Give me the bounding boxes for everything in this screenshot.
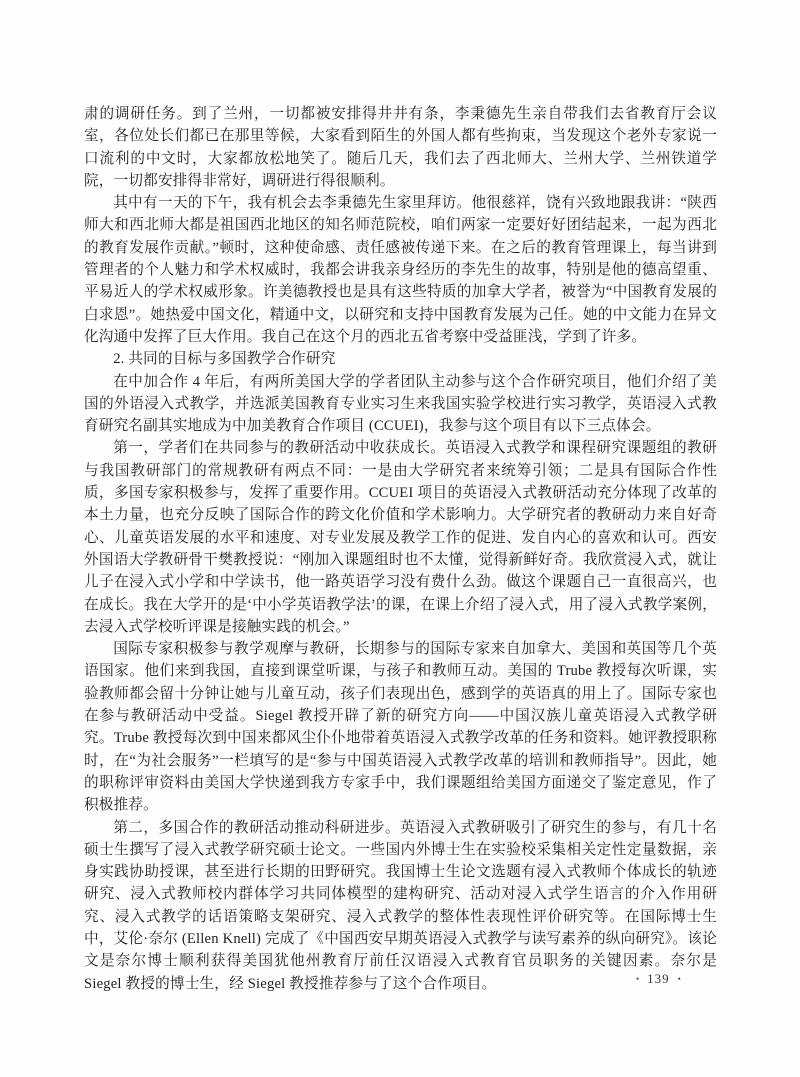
paragraph: 其中有一天的下午，我有机会去李秉德先生家里拜访。他很慈祥，饶有兴致地跟我讲：“陕西师大和西北师大都是祖国西北地区的知名师范院校，咱们两家一定要好好团结起来，一起为西北的教育发展作贡献。”顿时，这种使命感、责任感被传递下来。在之后的教育管理课上，每当讲到管理者的个人魅力和学术权威时，我都会讲我亲身经历的李先生的故事，特别是他的德高望重、平易近人的学术权威形象。许美德教授也是具有这些特质的加拿大学者，被誉为“中国教育发展的白求恩”。她热爱中国文化，精通中文，以研究和支持中国教育发展为己任。她的中文能力在异文化沟通中发挥了巨大作用。我自己在这个月的西北五省考察中受益匪浅，学到了许多。 bbox=[84, 195, 717, 345]
paragraph-continuation: 肃的调研任务。到了兰州，一切都被安排得井井有条，李秉德先生亲自带我们去省教育厅会议室，各位处长们都已在那里等候，大家看到陌生的外国人都有些拘束，当发现这个老外专家说一口流利的中文时，大家都放松地笑了。随后几天，我们去了西北师大、兰州大学、兰州铁道学院，一切都安排得非常好，调研进行得很顺利。 bbox=[84, 106, 717, 189]
page-number: 139 bbox=[647, 971, 670, 986]
paragraph: 国际专家积极参与教学观摩与教研，长期参与的国际专家来自加拿大、美国和英国等几个英语国家。他们来到我国，直接到课堂听课，与孩子和教师互动。美国的 Trube 教授每次听课，实验教师都会留十分钟让她与儿童互动，孩子们表现出色，感到学的英语真的用上了。国际专家也在参与教研活动中受益。Siegel 教授开辟了新的研究方向——中国汉族儿童英语浸入式教学研究。Trube 教授每次到中国来都风尘仆仆地带着英语浸入式教学改革的任务和资料。她评教授职称时，在“为社会服务”一栏填写的是“参与中国英语浸入式教学改革的培训和教师指导”。因此，她的职称评审资料由美国大学快递到我方专家手中，我们课题组给美国方面递交了鉴定意见，作了积极推荐。 bbox=[84, 641, 717, 814]
paragraph: 在中加合作 4 年后，有两所美国大学的学者团队主动参与这个合作研究项目，他们介绍了美国的外语浸入式教学，并选派美国教育专业实习生来我国实验学校进行实习教学，英语浸入式教育研究名副其实地成为中加美教育合作项目 (CCUEI)，我参与这个项目有以下三点体会。 bbox=[84, 373, 717, 435]
page-footer bbox=[636, 971, 681, 987]
footer-dot-left-icon: • bbox=[636, 973, 640, 984]
paragraph: 第一，学者们在共同参与的教研活动中收获成长。英语浸入式教学和课程研究课题组的教研与我国教研部门的常规教研有两点不同：一是由大学研究者来统筹引领；二是具有国际合作性质，多国专家积极参与，发挥了重要作用。CCUEI 项目的英语浸入式教研活动充分体现了改革的本土力量，也充分反映了国际合作的跨文化价值和学术影响力。大学研究者的教研动力来自好奇心、儿童英语发展的水平和速度、对专业发展及教学工作的促进、发自内心的喜欢和认可。西安外国语大学教研骨干樊教授说：“刚加入课题组时也不太懂，觉得新鲜好奇。我欣赏浸入式，就让儿子在浸入式小学和中学读书，他一路英语学习没有费什么劲。做这个课题自己一直很高兴，也在成长。我在大学开的是‘中小学英语教学法’的课，在课上介绍了浸入式，用了浸入式教学案例，去浸入式学校听评课是接触实践的机会。” bbox=[84, 440, 717, 635]
page-body bbox=[84, 103, 717, 995]
footer-dot-right-icon: • bbox=[677, 973, 681, 984]
paragraph: 第二，多国合作的教研活动推动科研进步。英语浸入式教研吸引了研究生的参与，有几十名硕士生撰写了浸入式教学研究硕士论文。一些国内外博士生在实验校采集相关定性定量数据，亲身实践协助授课，甚至进行长期的田野研究。我国博士生论文选题有浸入式教师个体成长的轨迹研究、浸入式教师校内群体学习共同体模型的建构研究、活动对浸入式学生语言的介入作用研究、浸入式教学的话语策略支架研究、浸入式教学的整体性表现性评价研究等。在国际博士生中，艾伦·奈尔 (Ellen Knell) 完成了《中国西安早期英语浸入式教学与读写素养的纵向研究》。该论文是奈尔博士顺利获得美国犹他州教育厅前任汉语浸入式教育官员职务的关键因素。奈尔是 Siegel 教授的博士生，经 Siegel 教授推荐参与了这个合作项目。 bbox=[84, 819, 717, 992]
section-heading: 2. 共同的目标与多国教学合作研究 bbox=[113, 351, 336, 368]
